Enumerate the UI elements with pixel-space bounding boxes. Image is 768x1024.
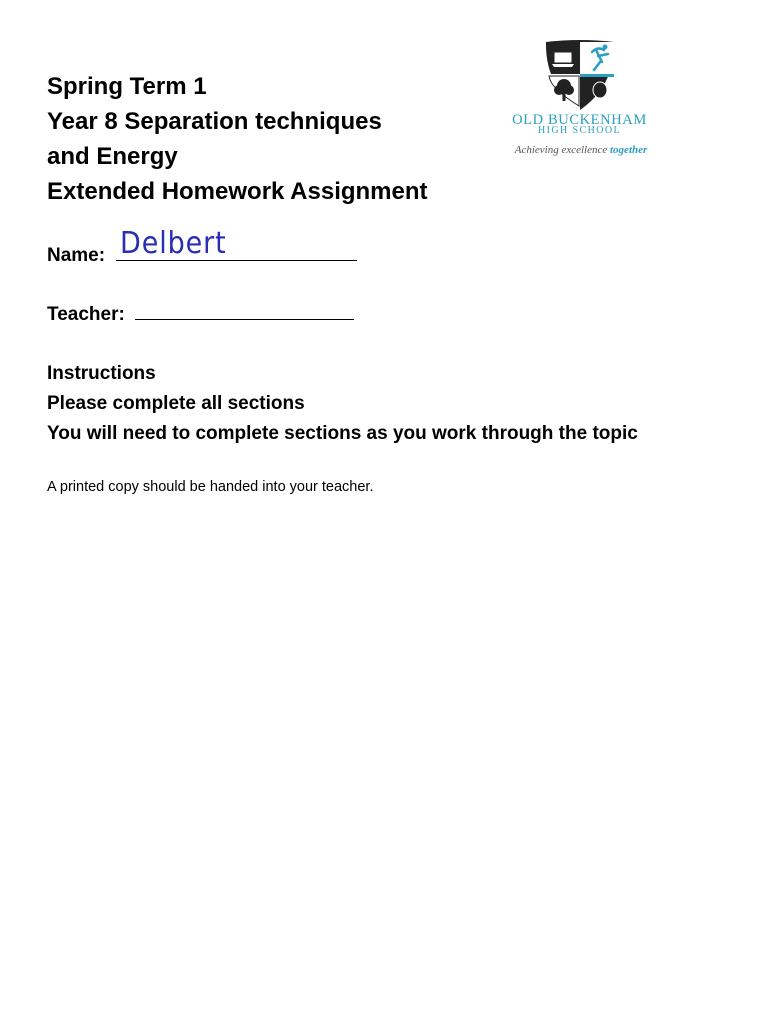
name-label: Name:: [47, 245, 106, 266]
printed-copy-note: A printed copy should be handed into your teacher.: [47, 479, 374, 495]
title-line-subject: Year 8 Separation techniques: [47, 108, 382, 135]
title-block: [47, 69, 428, 209]
instructions-line-1: Please complete all sections: [47, 393, 305, 414]
school-subtitle: HIGH SCHOOL: [538, 125, 621, 136]
name-handwritten-value: Delbert: [119, 226, 227, 261]
title-line-term: Spring Term 1: [47, 73, 207, 100]
instructions-block: [47, 359, 638, 449]
teacher-field-row: [47, 301, 354, 326]
school-name: OLD BUCKENHAM: [512, 112, 647, 128]
teacher-field[interactable]: [135, 301, 354, 320]
motto-main: Achieving excellence: [514, 144, 608, 156]
school-crest-icon: [542, 40, 618, 112]
name-field[interactable]: [116, 226, 357, 261]
instructions-line-2: You will need to complete sections as you work through the topic: [47, 423, 638, 444]
motto-accent: together: [610, 144, 648, 156]
school-motto: [500, 144, 662, 156]
teacher-label: Teacher:: [47, 304, 125, 325]
name-field-row: [47, 226, 357, 267]
instructions-heading: Instructions: [47, 363, 156, 384]
school-logo: [497, 40, 662, 162]
title-line-assignment: Extended Homework Assignment: [47, 178, 428, 205]
title-line-subject-cont: and Energy: [47, 143, 178, 170]
